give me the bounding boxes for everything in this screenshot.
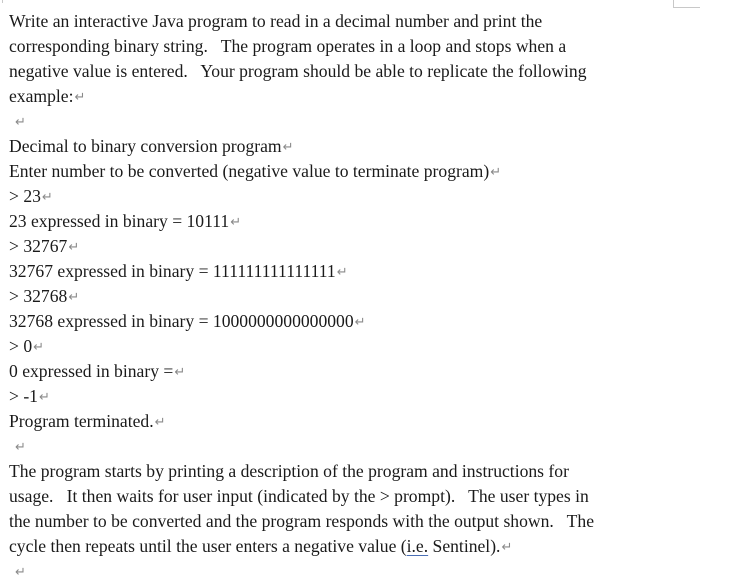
example-line: > 23↵ [9,184,709,209]
example-line: 0 expressed in binary =↵ [9,359,709,384]
example-line: > 0↵ [9,334,709,359]
intro-line-1: Write an interactive Java program to read in a decimal number and print the [9,11,543,31]
outro-line-2: usage. It then waits for user input (indicated by the > prompt). The user types in [9,486,589,506]
example-line: 23 expressed in binary = 10111↵ [9,209,709,234]
paragraph-mark-icon: ↵ [15,115,26,130]
empty-paragraph [9,434,709,459]
empty-paragraph [9,109,709,134]
example-line: Enter number to be converted (negative value to terminate program)↵ [9,159,709,184]
paragraph-mark-icon: ↵ [282,140,294,155]
outro-line-4: cycle then repeats until the user enters a negative value (i.e. Sentinel).↵ [9,534,709,559]
empty-paragraph [9,559,709,584]
paragraph-mark-icon: ↵ [174,365,186,380]
example-line: Decimal to binary conversion program↵ [9,134,709,159]
example-line: > 32768↵ [9,284,709,309]
page-corner-left-mark [0,0,3,3]
paragraph-mark-icon: ↵ [74,90,86,105]
intro-line-2: corresponding binary string. The program operates in a loop and stops when a [9,36,567,56]
paragraph-mark-icon: ↵ [354,315,366,330]
outro-line-1: The program starts by printing a description of the program and instructions for [9,461,569,481]
intro-line-4: example:↵ [9,84,709,109]
paragraph-mark-icon: ↵ [336,265,348,280]
paragraph-mark-icon: ↵ [15,440,26,455]
paragraph-mark-icon: ↵ [41,190,53,205]
paragraph-mark-icon: ↵ [15,565,26,580]
example-line: 32768 expressed in binary = 1000000000000000↵ [9,309,709,334]
document-body [9,9,709,584]
paragraph-mark-icon: ↵ [68,240,80,255]
paragraph-mark-icon: ↵ [490,165,502,180]
paragraph-mark-icon: ↵ [154,415,166,430]
paragraph-mark-icon: ↵ [38,390,50,405]
intro-line-3: negative value is entered. Your program should be able to replicate the following [9,61,587,81]
paragraph-mark-icon: ↵ [68,290,80,305]
underlined-ie: i.e. [406,536,429,556]
example-line: Program terminated.↵ [9,409,709,434]
example-line: > 32767↵ [9,234,709,259]
page-corner-right-mark [673,0,700,8]
example-line: 32767 expressed in binary = 111111111111111↵ [9,259,709,284]
example-line: > -1↵ [9,384,709,409]
paragraph-mark-icon: ↵ [33,340,45,355]
paragraph-mark-icon: ↵ [230,215,242,230]
outro-line-3: the number to be converted and the program responds with the output shown. The [9,511,595,531]
paragraph-mark-icon: ↵ [501,540,513,555]
